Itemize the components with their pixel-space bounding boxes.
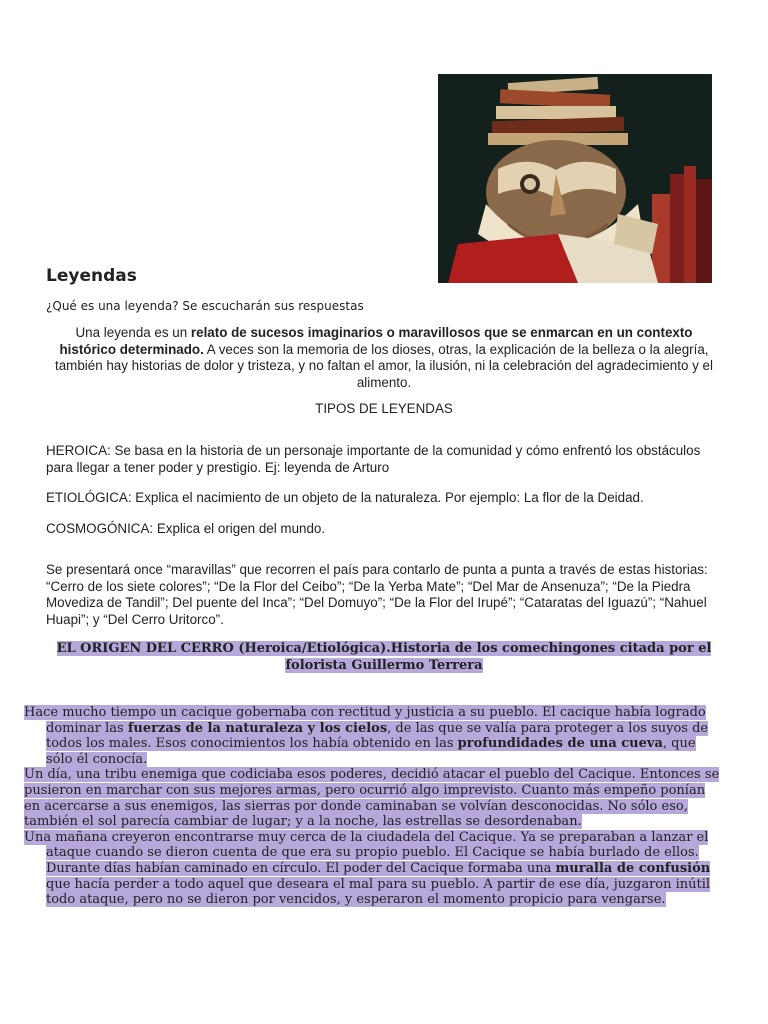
story-p1-bold-b: profundidades de una cueva xyxy=(457,736,663,752)
story-p1-bold-a: fuerzas de la naturaleza y los cielos xyxy=(127,720,388,736)
maravillas-paragraph: Se presentará once “maravillas” que recorren el país para contarlo de punta a punta a través de estas historias: “Cerro de los siete colores”; “De la Flor del Ceibo”; “De la Yerba Mate”; “Del Mar de Ansenuza”; “De la Piedra Movediza de Tandil”; Del puente del Inca”; “Del Domuyo”; “De la Flor del Irupé”; “Cataratas del Iguazú”; “Nahuel Huapi”; y “Del Cerro Uritorco”. xyxy=(46,562,708,627)
type-heroica: HEROICA: Se basa en la historia de un personaje importante de la comunidad y cómo enfrentó los obstáculos para llegar a tener poder y prestigio. Ej: leyenda de Arturo xyxy=(46,443,701,475)
story-p1-text-b: , de las que se valía para proteger a los suyos de todos los males. Esos conocimientos los había obtenido en las xyxy=(46,720,709,752)
definition-rest: A veces son la memoria de los dioses, otras, la explicación de la belleza o la alegría, también hay historias de dolor y tristeza, y no faltan el amor, la ilusión, ni la celebración del agradecimiento y el alimento. xyxy=(55,341,713,390)
story-body xyxy=(24,705,724,908)
definition-lead: Una leyenda es un xyxy=(75,325,191,340)
story-paragraph-2 xyxy=(24,767,724,829)
page-title: Leyendas xyxy=(46,266,137,286)
story-p1-text-a: Hace mucho tiempo un cacique gobernaba con rectitud y justicia a su pueblo. El cacique había logrado dominar las xyxy=(24,705,706,736)
intro-question: ¿Qué es una leyenda? Se escucharán sus respuestas xyxy=(46,299,364,313)
legend-definition xyxy=(46,325,722,391)
story-p3-text-a: Una mañana creyeron encontrarse muy cerca de la ciudadela del Cacique. Ya se preparaban a lanzar el ataque cuando se dieron cuenta de que era su propio pueblo. El Cacique se había burlado de ellos. Durante días habían caminado en círculo. El poder del Cacique formaba una xyxy=(24,829,709,876)
story-p2-text: Un día, una tribu enemiga que codiciaba esos poderes, decidió atacar el pueblo del Cacique. Entonces se pusieron en marchar con sus mejores armas, pero ocurrió algo imprevisto. Cuanto más empeño ponían en acercarse a sus enemigos, las sierras por donde caminaban se volvían desconocidas. No sólo eso, también el sol parecía cambiar de lugar; y a la noche, las estrellas se desordenaban. xyxy=(24,767,720,830)
books-portrait-painting-icon xyxy=(438,74,712,283)
story-title xyxy=(46,640,722,674)
story-title-text: EL ORIGEN DEL CERRO (Heroica/Etiológica).Historia de los comechingones citada por el folorista Guillermo Terrera xyxy=(56,641,712,673)
story-paragraph-3 xyxy=(24,830,724,908)
story-p3-text-b: que hacía perder a todo aquel que deseara el mal para su pueblo. A partir de ese día, juzgaron inútil todo ataque, pero no se dieron por vencidos, y esperaron el momento propicio para vengarse. xyxy=(46,876,711,908)
story-p1-text-c: , que sólo él conocía. xyxy=(46,736,696,767)
types-heading: TIPOS DE LEYENDAS xyxy=(315,401,453,416)
type-etiologica: ETIOLÓGICA: Explica el nacimiento de un objeto de la naturaleza. Por ejemplo: La flor de la Deidad. xyxy=(46,490,644,505)
story-paragraph-1 xyxy=(24,705,724,767)
type-cosmogonica: COSMOGÓNICA: Explica el origen del mundo. xyxy=(46,521,326,536)
definition-bold: relato de sucesos imaginarios o maravillosos que se enmarcan en un contexto histórico determinado. xyxy=(59,325,693,357)
story-p3-bold: muralla de confusión xyxy=(555,860,711,876)
